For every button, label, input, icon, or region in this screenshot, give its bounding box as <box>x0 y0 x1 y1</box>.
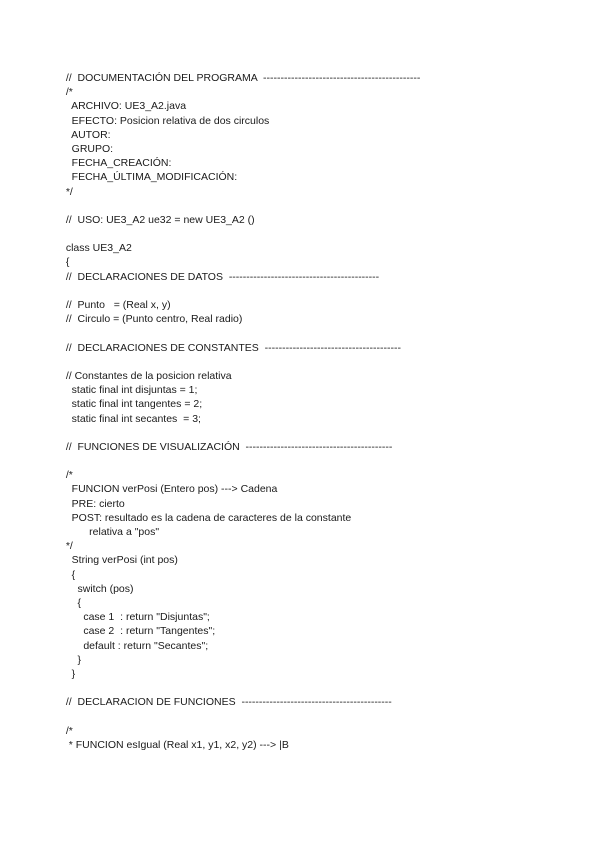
code-line: } <box>60 653 82 666</box>
code-line: case 1 : return "Disjuntas"; <box>60 611 210 624</box>
code-line: { <box>60 596 82 609</box>
code-line: FUNCION verPosi (Entero pos) ---> Cadena <box>60 483 278 496</box>
code-line <box>60 326 420 340</box>
code-line: /* <box>60 86 73 99</box>
code-line: // DOCUMENTACIÓN DEL PROGRAMA --------------------------------------------- <box>60 72 421 84</box>
code-line: // DECLARACIONES DE DATOS ------------------------------------------- <box>60 270 380 283</box>
code-line: relativa a "pos" <box>60 526 160 538</box>
code-line: // DECLARACION DE FUNCIONES ------------------------------------------- <box>60 696 392 709</box>
code-line: // Circulo = (Punto centro, Real radio) <box>60 313 243 326</box>
code-line: static final int tangentes = 2; <box>60 398 203 411</box>
code-line: static final int disjuntas = 1; <box>60 384 198 397</box>
code-line <box>60 355 420 369</box>
code-line: /* <box>60 724 73 737</box>
code-line <box>60 681 420 695</box>
code-line <box>60 709 420 723</box>
source-code-listing <box>60 71 420 752</box>
code-line <box>60 227 420 241</box>
code-line: PRE: cierto <box>60 497 125 510</box>
code-line: static final int secantes = 3; <box>60 412 201 425</box>
code-line: switch (pos) <box>60 582 134 595</box>
code-line: FECHA_CREACIÓN: <box>60 157 172 170</box>
code-line: AUTOR: <box>60 128 111 141</box>
code-line: } <box>60 667 76 680</box>
code-line <box>60 284 420 298</box>
code-line: EFECTO: Posicion relativa de dos circulos <box>60 114 270 127</box>
code-line: { <box>60 568 76 581</box>
code-line: ARCHIVO: UE3_A2.java <box>60 100 187 113</box>
code-line: // USO: UE3_A2 ue32 = new UE3_A2 () <box>60 213 255 226</box>
code-line: default : return "Secantes"; <box>60 639 209 652</box>
code-line <box>60 454 420 468</box>
code-line: POST: resultado es la cadena de caracteres de la constante <box>60 511 352 524</box>
code-line: FECHA_ÚLTIMA_MODIFICACIÓN: <box>60 171 238 184</box>
code-line: String verPosi (int pos) <box>60 554 178 567</box>
code-line: // FUNCIONES DE VISUALIZACIÓN ------------------------------------------ <box>60 440 393 453</box>
code-line: /* <box>60 469 73 482</box>
code-line: // DECLARACIONES DE CONSTANTES --------------------------------------- <box>60 341 401 354</box>
code-line: * FUNCION esIgual (Real x1, y1, x2, y2) ---> |B <box>60 738 289 751</box>
code-line: // Constantes de la posicion relativa <box>60 369 232 382</box>
code-line: // Punto = (Real x, y) <box>60 299 171 311</box>
code-line <box>60 426 420 440</box>
code-line: */ <box>60 540 73 553</box>
code-line: */ <box>60 185 73 198</box>
code-line: class UE3_A2 <box>60 242 132 255</box>
code-line: { <box>60 256 70 269</box>
code-line <box>60 199 420 213</box>
code-line: case 2 : return "Tangentes"; <box>60 625 216 638</box>
code-line: GRUPO: <box>60 142 114 155</box>
